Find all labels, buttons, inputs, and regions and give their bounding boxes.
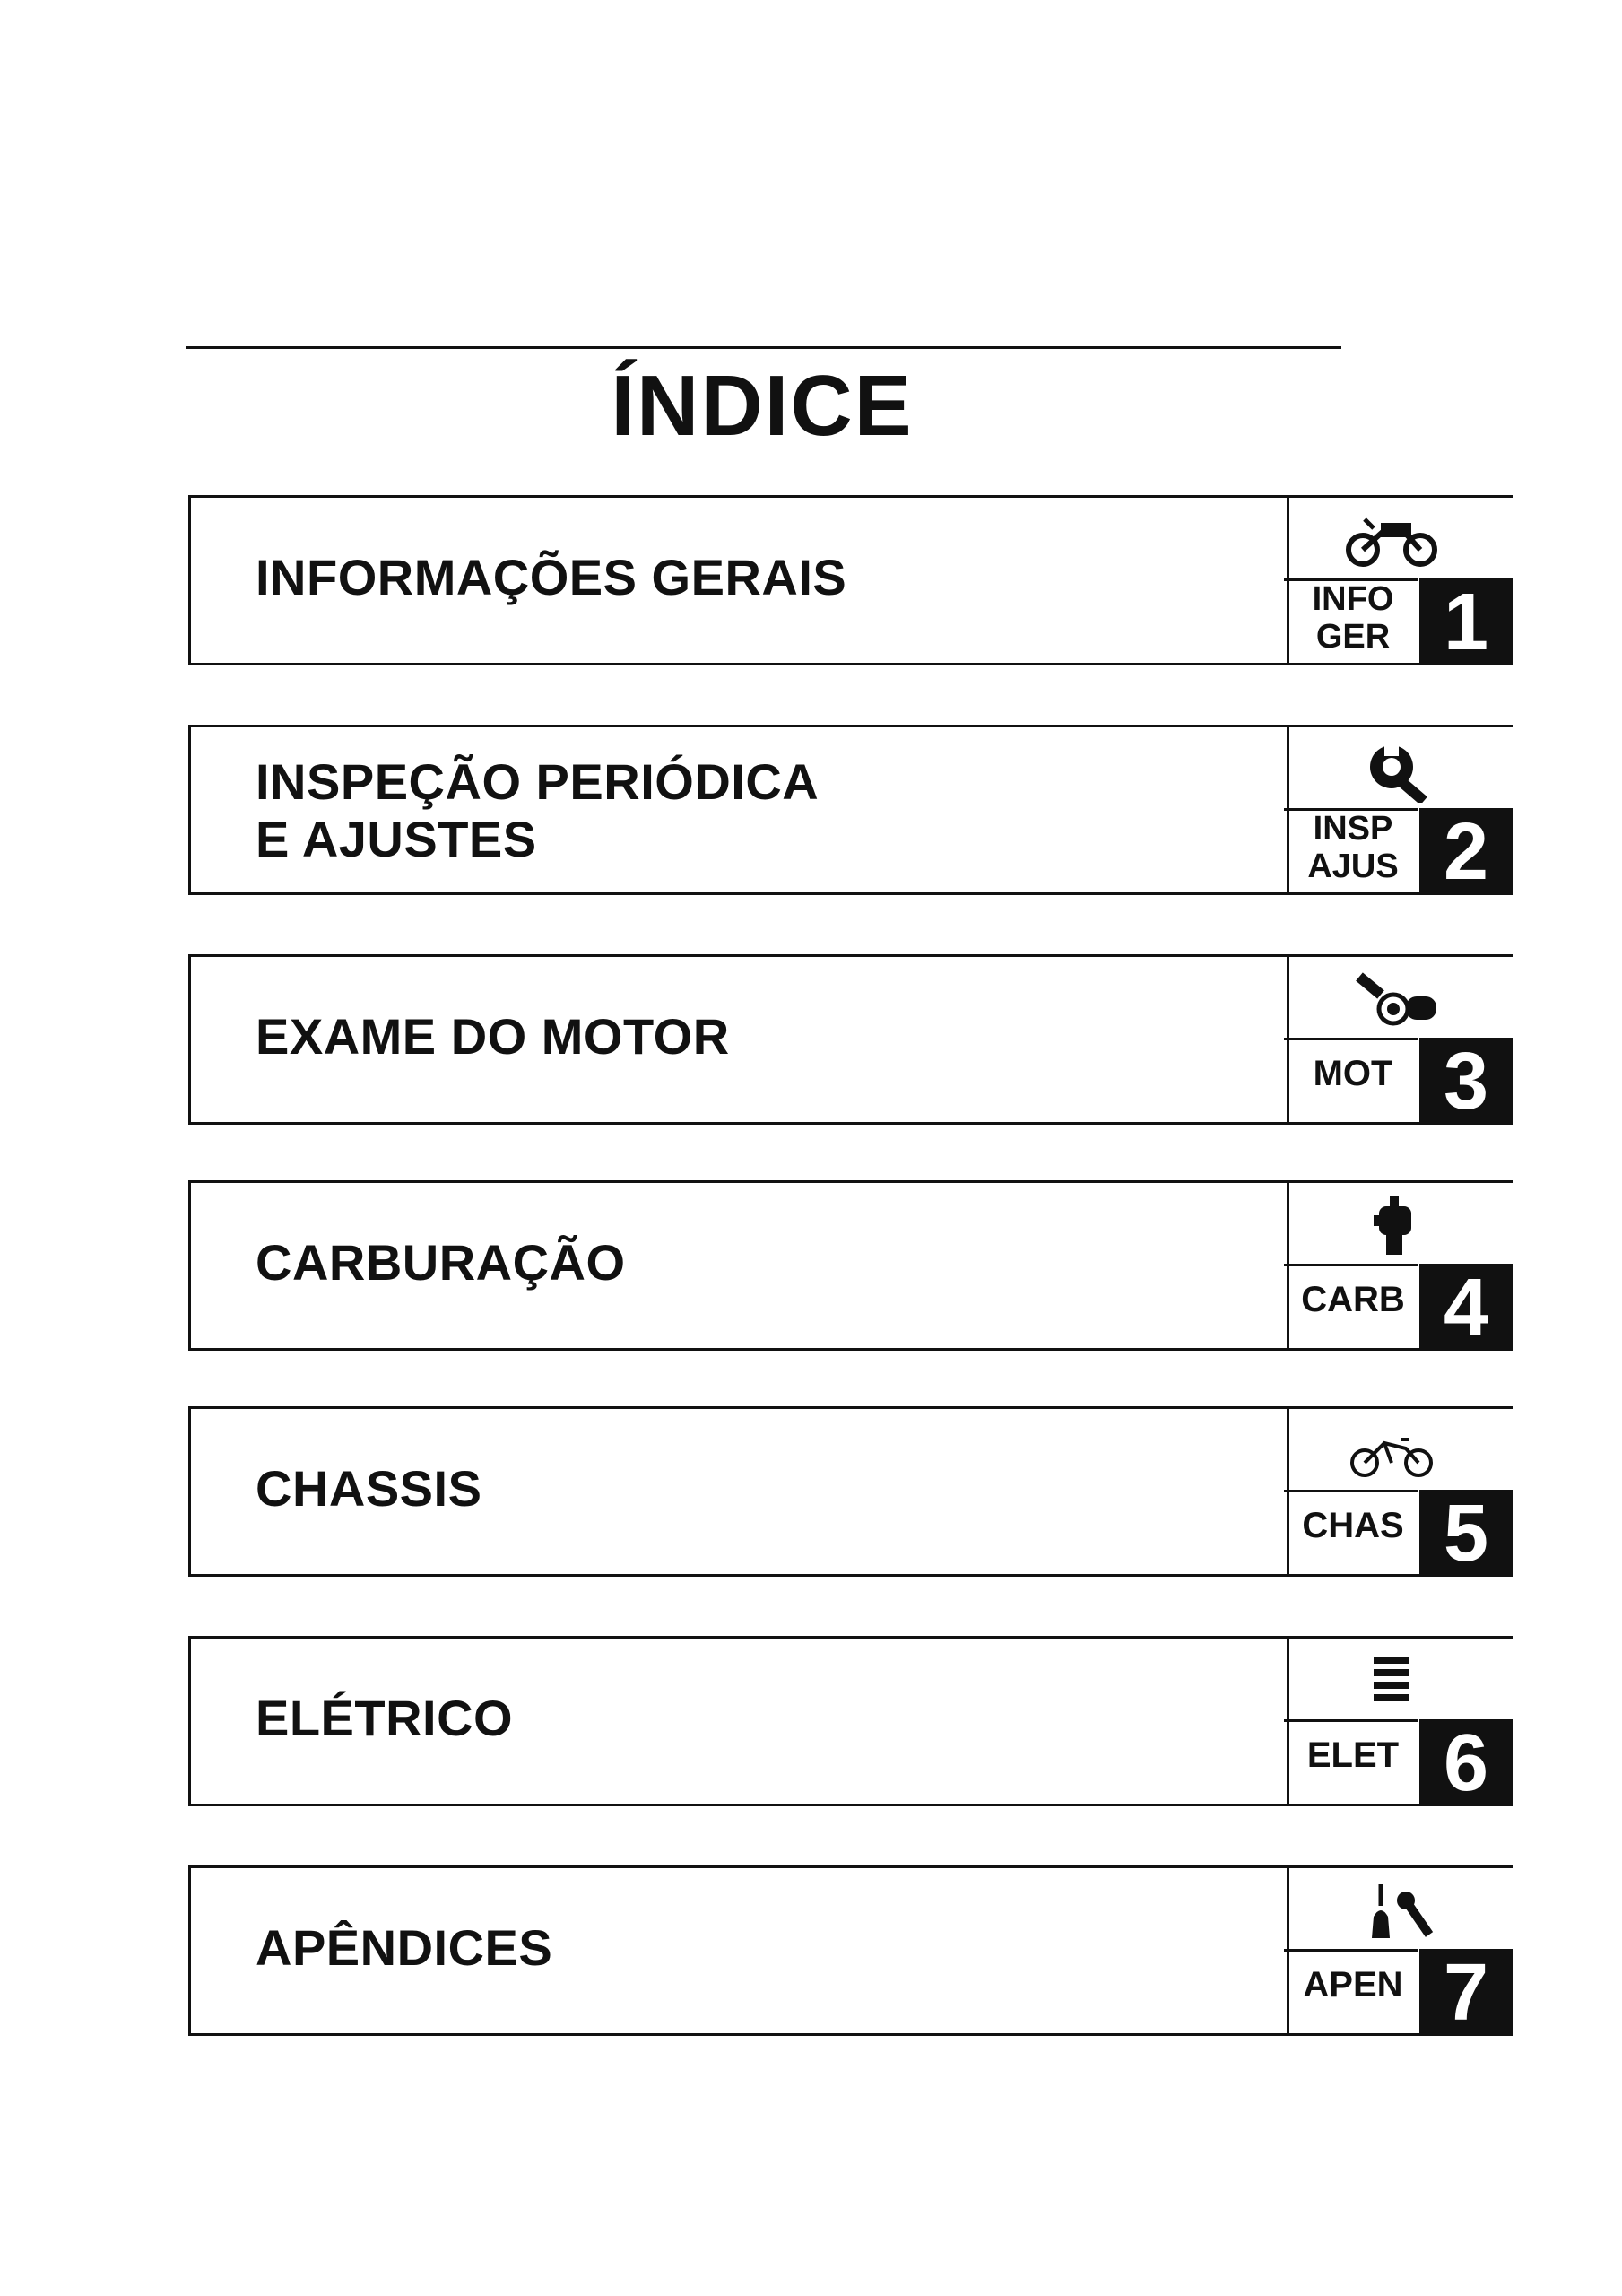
section-abbr: APEN bbox=[1303, 1965, 1403, 2005]
tab-divider bbox=[1284, 1949, 1418, 1952]
section-number: 2 bbox=[1419, 808, 1513, 895]
bicycle-icon bbox=[1338, 1422, 1445, 1484]
carburetor-icon bbox=[1338, 1196, 1445, 1258]
section-abbr: CARB bbox=[1301, 1280, 1405, 1319]
tab-divider bbox=[1284, 1719, 1418, 1722]
section-label: INSPEÇÃO PERIÓDICA E AJUSTES bbox=[256, 753, 820, 867]
section-abbr: ELET bbox=[1306, 1735, 1400, 1775]
section-apen[interactable] bbox=[188, 1866, 1515, 2038]
tab-divider bbox=[1284, 1264, 1418, 1266]
section-mot[interactable] bbox=[188, 954, 1515, 1126]
section-info-ger[interactable] bbox=[188, 495, 1515, 667]
tab-divider bbox=[1284, 1038, 1418, 1040]
section-tab[interactable] bbox=[1284, 495, 1513, 665]
section-label: CHASSIS bbox=[256, 1460, 482, 1517]
section-insp-ajus[interactable] bbox=[188, 725, 1515, 897]
section-elet[interactable] bbox=[188, 1636, 1515, 1808]
section-number: 6 bbox=[1419, 1719, 1513, 1806]
section-tab[interactable] bbox=[1284, 954, 1513, 1125]
section-abbr: INSP AJUS bbox=[1307, 810, 1399, 885]
section-label: CARBURAÇÃO bbox=[256, 1234, 626, 1291]
page-title: ÍNDICE bbox=[611, 358, 914, 454]
section-number: 5 bbox=[1419, 1490, 1513, 1577]
section-number: 7 bbox=[1419, 1949, 1513, 2036]
battery-icon bbox=[1338, 1651, 1445, 1714]
section-number: 3 bbox=[1419, 1038, 1513, 1125]
wrench-icon bbox=[1338, 740, 1445, 803]
section-label: ELÉTRICO bbox=[256, 1690, 514, 1746]
tools-icon bbox=[1338, 1881, 1445, 1944]
section-abbr: INFO GER bbox=[1312, 580, 1394, 656]
section-label: APÊNDICES bbox=[256, 1919, 553, 1976]
section-chas[interactable] bbox=[188, 1406, 1515, 1578]
section-tab[interactable] bbox=[1284, 1866, 1513, 2036]
section-tab[interactable] bbox=[1284, 1180, 1513, 1351]
section-tab[interactable] bbox=[1284, 1406, 1513, 1577]
section-label: INFORMAÇÕES GERAIS bbox=[256, 549, 847, 605]
section-abbr: MOT bbox=[1313, 1054, 1393, 1093]
section-tab[interactable] bbox=[1284, 725, 1513, 895]
section-label: EXAME DO MOTOR bbox=[256, 1008, 730, 1065]
section-number: 4 bbox=[1419, 1264, 1513, 1351]
motorcycle-icon bbox=[1338, 510, 1445, 573]
section-carb[interactable] bbox=[188, 1180, 1515, 1352]
section-number: 1 bbox=[1419, 578, 1513, 665]
top-rule bbox=[186, 346, 1341, 349]
section-tab[interactable] bbox=[1284, 1636, 1513, 1806]
engine-icon bbox=[1338, 970, 1445, 1032]
section-abbr: CHAS bbox=[1302, 1506, 1404, 1545]
tab-divider bbox=[1284, 1490, 1418, 1492]
